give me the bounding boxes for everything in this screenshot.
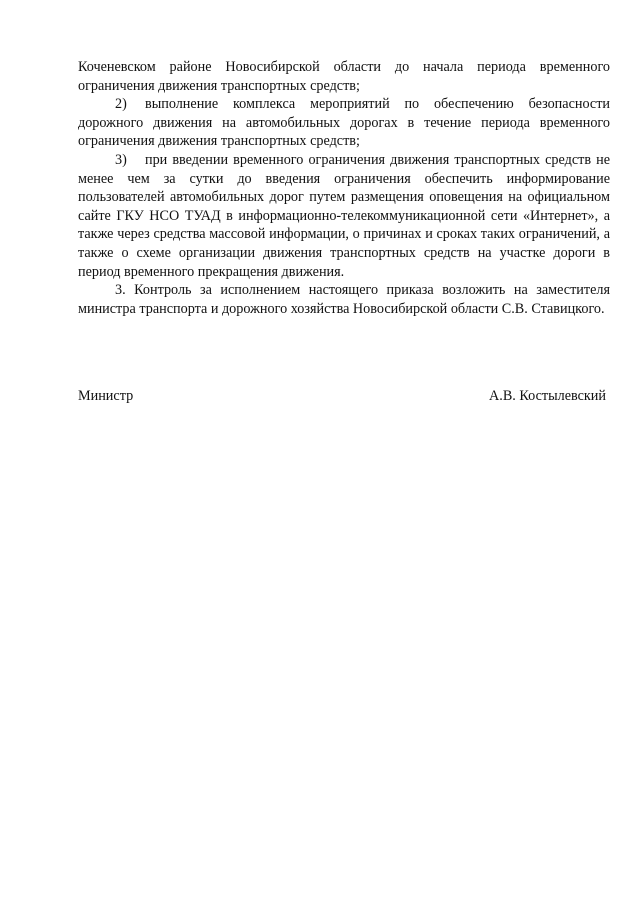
list-item-text: выполнение комплекса мероприятий по обеспечению безопасности дорожного движения на автомобильных дорогах в течение периода временного ограничения движения транспортных средств;	[78, 96, 610, 150]
signatory-position: Министр	[78, 388, 134, 404]
list-item-number: 3)	[115, 151, 127, 168]
list-item-3	[78, 151, 610, 281]
list-item-2	[78, 95, 610, 151]
paragraph-text: Коченевском районе Новосибирской области до начала периода временного ограничения движения транспортных средств;	[78, 59, 610, 94]
paragraph-control-clause	[78, 281, 610, 318]
list-item-text: при введении временного ограничения движения транспортных средств не менее чем за сутки до введения ограничения обеспечить информирование пользователей автомобильных дорог путем размещения оповещения на официальном сайте ГКУ НСО ТУАД в информационно-телекоммуникационной сети «Интернет», а также через средства массовой информации, о причинах и сроках таких ограничений, а также о схеме организации движения транспортных средств на участке дороги в период временного прекращения движения.	[78, 151, 610, 280]
signatory-name: А.В. Костылевский	[489, 388, 606, 404]
paragraph-text: 3. Контроль за исполнением настоящего приказа возложить на заместителя министра транспорта и дорожного хозяйства Новосибирской области С.В. Ставицкого.	[78, 282, 610, 317]
paragraph-continuation	[78, 58, 610, 95]
signature-block	[78, 387, 606, 405]
list-item-number: 2)	[115, 96, 127, 113]
document-body	[78, 58, 610, 318]
